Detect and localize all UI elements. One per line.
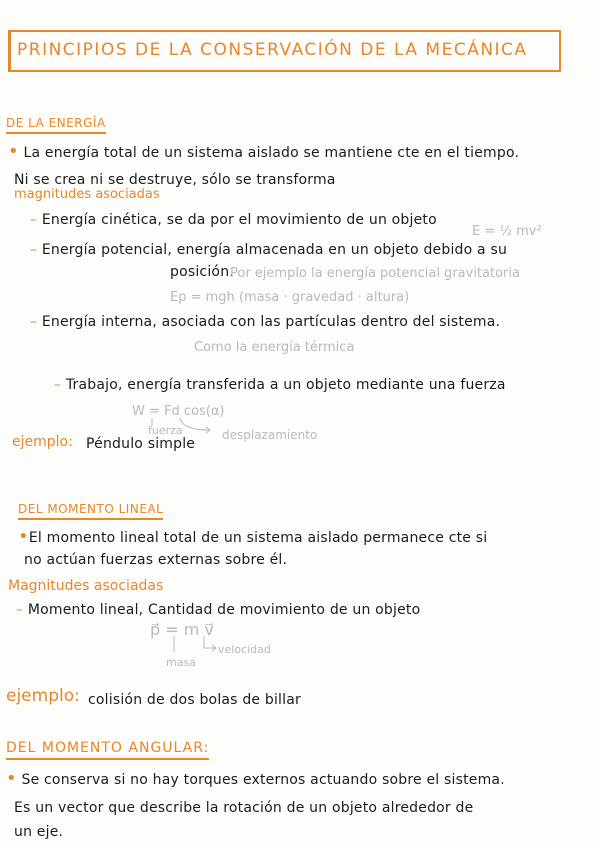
title-box (8, 30, 561, 72)
section-heading-energia: DE LA ENERGÍA (6, 116, 106, 134)
momento-lineal-line-1 (18, 526, 488, 547)
momento-angular-line-1-text: Se conserva si no hay torques externos actuando sobre el sistema. (21, 772, 505, 788)
momento-angular-line-2: Es un vector que describe la rotación de un objeto alrededor de (14, 800, 474, 816)
section-heading-momento-angular: DEL MOMENTO ANGULAR: (6, 740, 209, 760)
momento-lineal-definition (16, 602, 420, 618)
energia-magnitudes-label: magnitudes asociadas (14, 187, 160, 202)
page-title: PRINCIPIOS DE LA CONSERVACIÓN DE LA MECÁNICA (17, 40, 528, 60)
energia-interna (30, 314, 500, 330)
momento-lineal-formula: p⃗ = m v⃗ (150, 620, 214, 639)
energia-ejemplo-label: ejemplo: (12, 434, 73, 450)
section-heading-momento-lineal: DEL MOMENTO LINEAL (18, 502, 163, 520)
energia-potencial-note: Por ejemplo la energía potencial gravitatoria (230, 266, 520, 281)
desplazamiento-label: desplazamiento (222, 428, 318, 442)
energia-cinetica-formula: E = ½ mv² (472, 224, 542, 239)
masa-label: masa (166, 656, 196, 669)
bullet-icon: • (8, 141, 19, 162)
dash-icon: – (30, 314, 38, 330)
energia-cinetica-text: Energía cinética, se da por el movimiento de un objeto (41, 212, 437, 228)
energia-potencial-text: Energía potencial, energía almacenada en un objeto debido a su (41, 242, 508, 258)
energia-cinetica (30, 212, 437, 228)
momento-lineal-line-2: no actúan fuerzas externas sobre él. (24, 552, 288, 568)
momento-lineal-ejemplo-label: ejemplo: (6, 686, 80, 706)
dash-icon: – (54, 377, 62, 393)
energia-interna-text: Energía interna, asociada con las partículas dentro del sistema. (41, 314, 501, 330)
bullet-icon: • (18, 526, 29, 547)
energia-potencial-formula: Ep = mgh (masa · gravedad · altura) (170, 290, 410, 305)
bullet-icon: • (6, 768, 17, 789)
energia-trabajo-text: Trabajo, energía transferida a un objeto mediante una fuerza (65, 377, 506, 393)
momento-lineal-magnitudes-label: Magnitudes asociadas (8, 578, 164, 594)
energia-interna-note: Como la energía térmica (194, 340, 355, 355)
energia-potencial-1 (30, 242, 507, 258)
energia-line-1 (8, 141, 520, 162)
energia-trabajo-formula: W = Fd cos(α) (132, 404, 225, 419)
fuerza-label: fuerza (148, 424, 183, 437)
dash-icon: – (16, 602, 24, 618)
energia-ejemplo-text: Péndulo simple (86, 436, 196, 452)
energia-potencial-2: posición. (170, 264, 234, 280)
momento-angular-line-1 (6, 768, 505, 789)
momento-lineal-line-1-text: El momento lineal total de un sistema aislado permanece cte si (28, 530, 488, 546)
velocidad-label: velocidad (218, 643, 271, 656)
momento-lineal-definition-text: Momento lineal, Cantidad de movimiento de un objeto (27, 602, 421, 618)
dash-icon: – (30, 242, 38, 258)
energia-trabajo (54, 377, 506, 393)
dash-icon: – (30, 212, 38, 228)
energia-line-2: Ni se crea ni se destruye, sólo se transforma (14, 172, 336, 188)
momento-angular-line-3: un eje. (14, 824, 64, 840)
momento-lineal-ejemplo-text: colisión de dos bolas de billar (88, 692, 301, 708)
energia-line-1-text: La energía total de un sistema aislado se mantiene cte en el tiempo. (23, 145, 520, 161)
